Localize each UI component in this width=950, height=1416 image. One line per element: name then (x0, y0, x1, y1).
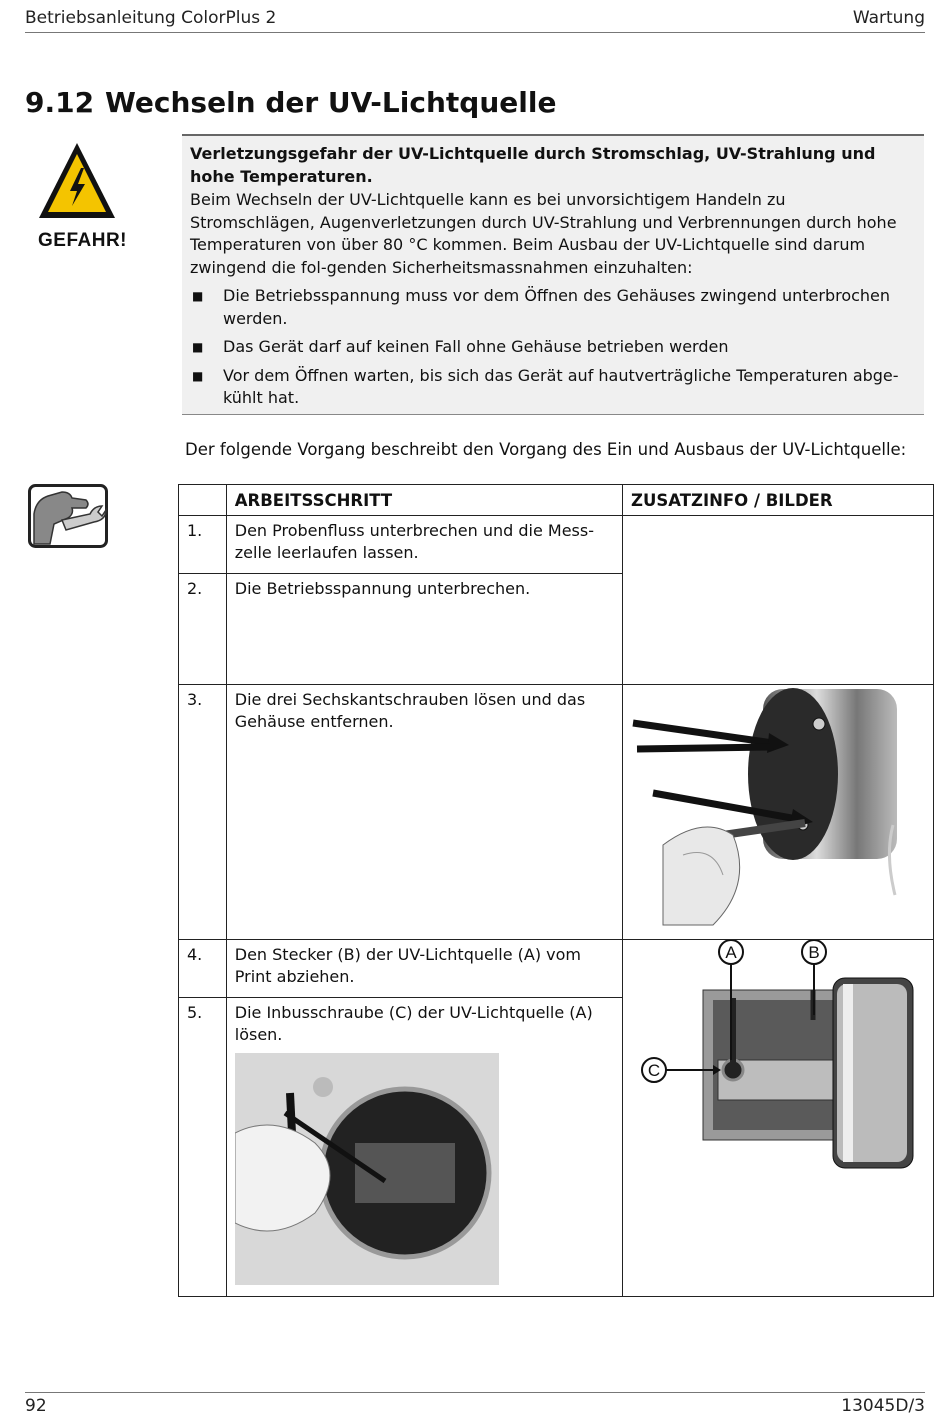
uv-lamp-assembly-photo (623, 940, 933, 1180)
chapter-name: Wartung (852, 8, 925, 28)
step-text: Den Probenfluss unterbrechen und die Mess-zelle leerlaufen lassen. (226, 515, 622, 573)
table-row (179, 515, 934, 573)
document-title: Betriebsanleitung ColorPlus 2 (25, 8, 277, 28)
procedure-table (178, 484, 934, 1297)
step-text-content: Die Inbusschraube (C) der UV-Lichtquelle (A) lösen. (234, 1002, 593, 1044)
header-cell-number (179, 485, 227, 516)
info-cell (623, 515, 934, 684)
high-voltage-warning-icon (36, 140, 118, 222)
bullet-icon: ■ (192, 340, 204, 354)
maintenance-hand-wrench-icon (28, 484, 108, 548)
danger-notice-box (182, 134, 924, 415)
callout-c: C (647, 1060, 661, 1080)
danger-text: Beim Wechseln der UV-Lichtquelle kann es bei unvorsichtigem Handeln zu Stromschlägen, Augenverletzungen durch UV-Strahlung und Verbrennungen durch hohe Temperaturen von über 80 °C kommen. Beim Ausbau der UV-Lichtquelle sind darum zwingend die fol-genden Sicherheitsmassnahmen einzuhalten: (190, 190, 897, 277)
bullet-icon: ■ (192, 289, 204, 303)
step-text: Die drei Sechskantschrauben lösen und das Gehäuse entfernen. (226, 684, 622, 939)
step-text: Den Stecker (B) der UV-Lichtquelle (A) vom Print abziehen. (226, 939, 622, 997)
page-header (25, 6, 925, 33)
callout-b: B (808, 942, 820, 962)
step-text: Die Betriebsspannung unterbrechen. (226, 573, 622, 684)
section-title-text: Wechseln der UV-Lichtquelle (105, 86, 557, 119)
page-number: 92 (25, 1396, 47, 1416)
table-row (179, 939, 934, 997)
step-text (226, 997, 622, 1296)
header-cell-step: ARBEITSSCHRITT (226, 485, 622, 516)
info-cell (623, 939, 934, 1296)
step-number: 2. (179, 573, 227, 684)
safety-measures-list (190, 285, 914, 410)
step-number: 4. (179, 939, 227, 997)
bullet-icon: ■ (192, 368, 204, 383)
procedure-intro: Der folgende Vorgang beschreibt den Vorgang des Ein und Ausbaus der UV-Lichtquelle: (185, 440, 907, 459)
info-cell (623, 684, 934, 939)
danger-label: GEFAHR! (38, 230, 127, 251)
table-row (179, 684, 934, 939)
danger-title: Verletzungsgefahr der UV-Lichtquelle durch Stromschlag, UV-Strahlung und hohe Temperaturen. (190, 144, 876, 186)
callout-a: A (725, 942, 737, 962)
allen-screw-photo (235, 1053, 499, 1285)
section-number: 9.12 (25, 86, 95, 119)
section-heading (25, 86, 556, 119)
list-item: ■ Die Betriebsspannung muss vor dem Öffnen des Gehäuses zwingend unterbrochen werden. (192, 286, 891, 328)
step-number: 3. (179, 684, 227, 939)
step-number: 1. (179, 515, 227, 573)
step-number: 5. (179, 997, 227, 1296)
page-footer (25, 1392, 925, 1415)
document-number: 13045D/3 (841, 1396, 925, 1416)
housing-screws-photo (623, 685, 933, 935)
table-header-row (179, 485, 934, 516)
list-item: ■ Das Gerät darf auf keinen Fall ohne Gehäuse betrieben werden (190, 336, 914, 359)
list-item: ■ Vor dem Öffnen warten, bis sich das Gerät auf hautverträgliche Temperaturen abge-kühlt hat. (192, 365, 899, 407)
header-cell-info: ZUSATZINFO / BILDER (623, 485, 934, 516)
